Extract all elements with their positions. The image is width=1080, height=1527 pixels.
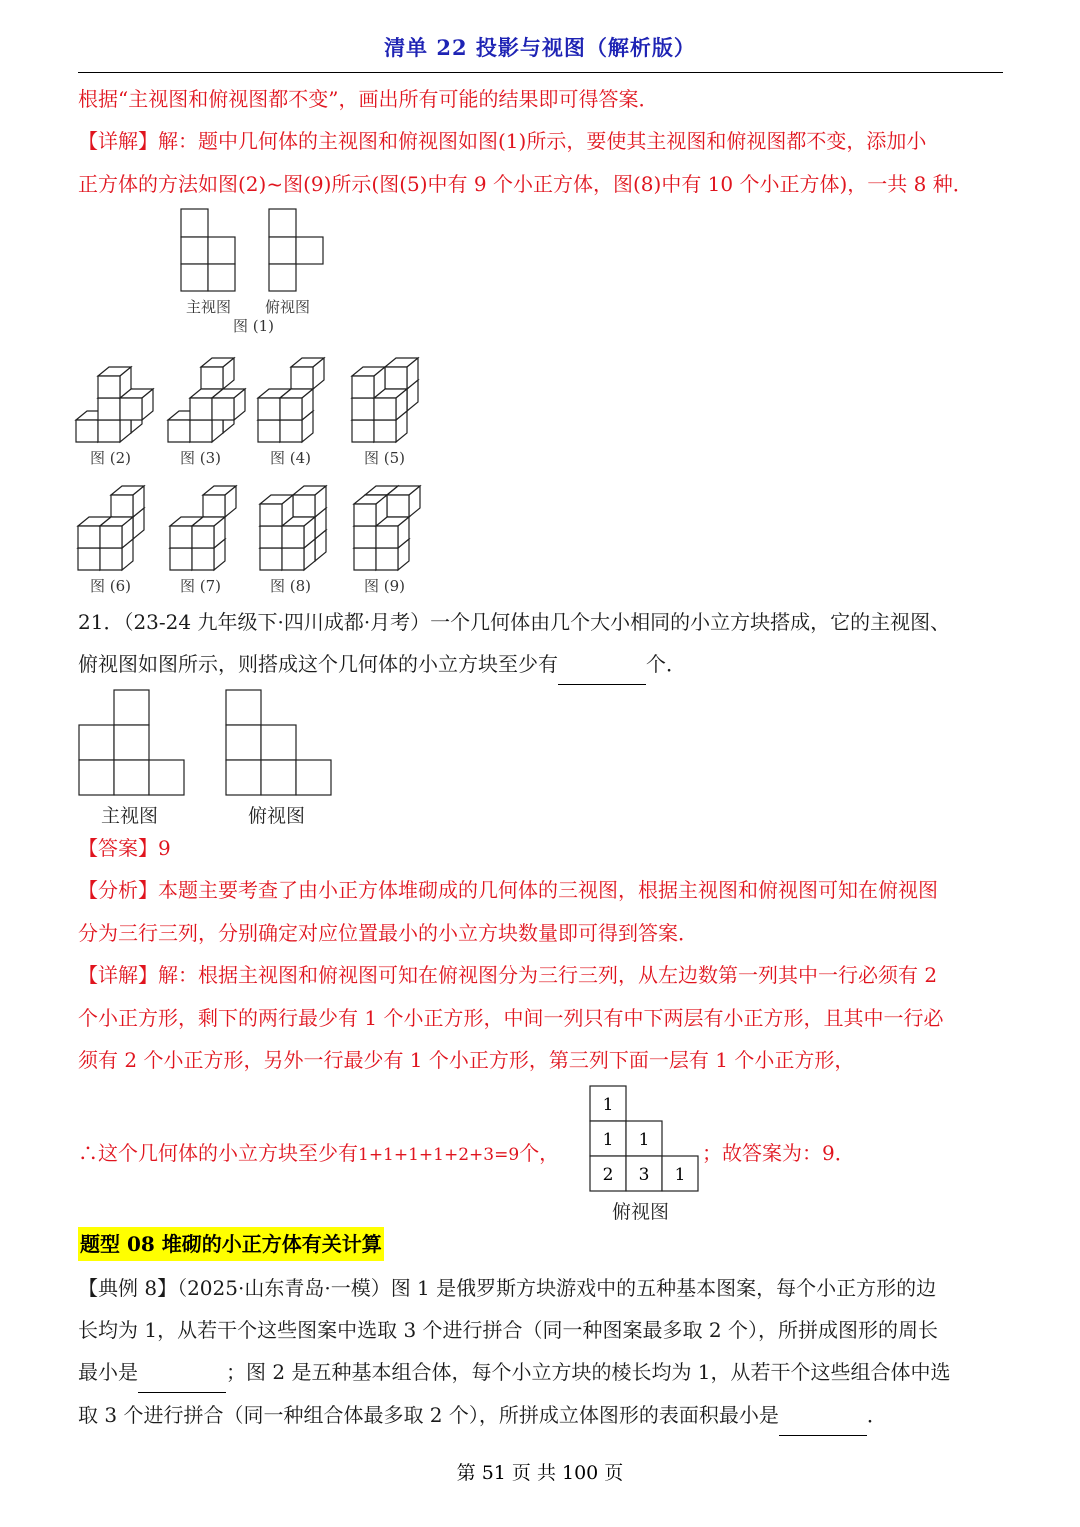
answer-blank [558,662,646,685]
cube-face [282,548,304,570]
cube-face [190,420,212,442]
grid-cell-value: 1 [638,1130,650,1150]
example-line: 长均为 1，从若干个这些图案中选取 3 个进行拼合（同一种图案最多取 2 个），所拼成图形的周长 [78,1318,938,1342]
example-text: ；图 2 是五种基本组合体，每个小立方块的棱长均为 1，从若干个这些组合体中选 [226,1360,951,1384]
cube-face [260,526,282,548]
cube-face [376,548,398,570]
cube-face [190,398,212,420]
cube-face [201,367,223,389]
figure-9-cubes [350,466,440,574]
figure1-front-label: 主视图 [186,298,232,316]
cube-face [170,526,192,548]
example-line [78,1351,1008,1393]
cube-face [374,398,396,420]
cube-face [76,420,98,442]
figure-2-cubes [72,338,162,446]
conclusion-text: 个， [519,1141,560,1165]
q21-text: 俯视图如图所示，则搭成这个几何体的小立方块至少有 [78,652,558,676]
figure-4-cubes [254,338,344,446]
conclusion-formula: 1+1+1+1+2+3=9 [358,1145,520,1165]
grid-cell-value: 1 [602,1130,614,1150]
figure-5-cubes [348,338,438,446]
figure-caption: 图 (2) [90,449,132,467]
conclusion-answer: ；故答案为：9． [702,1141,855,1165]
cube-face [354,504,376,526]
cube-face [352,398,374,420]
figure-3-cubes [164,338,254,446]
cube-face [111,495,133,517]
section-tag: 题型 08 堆砌的小正方体有关计算 [78,1227,384,1261]
cube-face [100,548,122,570]
q21-top-label: 俯视图 [248,805,306,827]
grid-label: 俯视图 [612,1201,670,1223]
figure1-front-view [180,208,240,294]
answer-blank [138,1370,226,1393]
figure1-top-label: 俯视图 [265,298,311,316]
grid-cell-value: 1 [674,1165,686,1185]
example-text: 取 3 个进行拼合（同一种组合体最多取 2 个），所拼成立体图形的表面积最小是 [78,1403,779,1427]
cube-face [98,398,120,420]
grid-cell-value: 3 [638,1165,650,1185]
cube-face [374,420,396,442]
figure1-top-view [268,208,328,294]
figure-caption: 图 (5) [364,449,406,467]
answer-line: 【答案】9 [78,836,171,860]
text-line: 【详解】解：题中几何体的主视图和俯视图如图(1)所示，要使其主视图和俯视图都不变，添加小 [78,129,927,153]
cube-face [354,548,376,570]
figure-caption: 图 (8) [270,577,312,595]
q21-line: 21．（23-24 九年级下·四川成都·月考）一个几何体由几个大小相同的小立方块搭成，它的主视图、 [78,610,951,634]
cube-face [78,526,100,548]
page-header-title: 清单 22 投影与视图（解析版） [384,35,696,60]
cube-face [192,526,214,548]
cube-face [120,398,142,420]
cube-face [354,526,376,548]
figure-7-cubes [166,466,256,574]
detail-line: 须有 2 个小正方形，另外一行最少有 1 个小正方形，第三列下面一层有 1 个小正方形， [78,1048,855,1072]
detail-line: 个小正方形，剩下的两行最少有 1 个小正方形，中间一列只有中下两层有小正方形，且其中一行必 [78,1006,944,1030]
q21-front-view [78,689,188,797]
cube-face [352,420,374,442]
cube-face [293,495,315,517]
q21-answer-grid [589,1085,701,1195]
q21-line [78,643,1008,685]
figure-caption: 图 (4) [270,449,312,467]
text-line: 根据“主视图和俯视图都不变”，画出所有可能的结果即可得答案． [78,87,659,111]
example-text: 最小是 [78,1360,138,1384]
cube-face [98,420,120,442]
cube-face [98,376,120,398]
figure-caption: 图 (3) [180,449,222,467]
grid-cell-value: 1 [602,1095,614,1115]
cube-face [376,526,398,548]
cube-face [260,504,282,526]
answer-blank [779,1413,867,1436]
page-footer: 第 51 页 共 100 页 [456,1462,624,1484]
figure-6-cubes [74,466,164,574]
cube-face [260,548,282,570]
cube-face [100,526,122,548]
cube-face [291,367,313,389]
cube-face [258,398,280,420]
conclusion-line [78,1132,598,1176]
detail-line: 【详解】解：根据主视图和俯视图可知在俯视图分为三行三列，从左边数第一列其中一行必须有 2 [78,963,938,987]
cube-face [280,398,302,420]
grid-cell-value: 2 [602,1165,614,1185]
cube-face [203,495,225,517]
cube-face [280,420,302,442]
q21-front-label: 主视图 [101,805,159,827]
q21-top-view [225,689,335,797]
cube-face [387,495,409,517]
figure-8-cubes [256,466,346,574]
figure-caption: 图 (7) [180,577,222,595]
cube-face [170,548,192,570]
cube-face [258,420,280,442]
cube-face [212,398,234,420]
header-divider [78,72,1003,73]
cube-face [78,548,100,570]
q21-text: 个． [646,652,686,676]
example-text: ． [866,1403,887,1427]
figure-caption: 图 (6) [90,577,132,595]
cube-face [352,376,374,398]
cube-face [385,367,407,389]
figure1-caption: 图 (1) [233,317,275,335]
example-line [78,1394,1008,1436]
conclusion-text: ∴这个几何体的小立方块至少有 [78,1141,358,1165]
cube-face [192,548,214,570]
cube-face [168,420,190,442]
analysis-line: 分为三行三列，分别确定对应位置最小的小立方块数量即可得到答案． [78,921,698,945]
cube-face [282,526,304,548]
analysis-line: 【分析】本题主要考查了由小正方体堆砌成的几何体的三视图，根据主视图和俯视图可知在俯视图 [78,878,938,902]
text-line: 正方体的方法如图(2)~图(9)所示(图(5)中有 9 个小正方体，图(8)中有 10 个小正方体)，一共 8 种． [78,172,973,196]
example-line: 【典例 8】（2025·山东青岛·一模）图 1 是俄罗斯方块游戏中的五种基本图案，每个小正方形的边 [78,1276,937,1300]
figure-caption: 图 (9) [364,577,406,595]
